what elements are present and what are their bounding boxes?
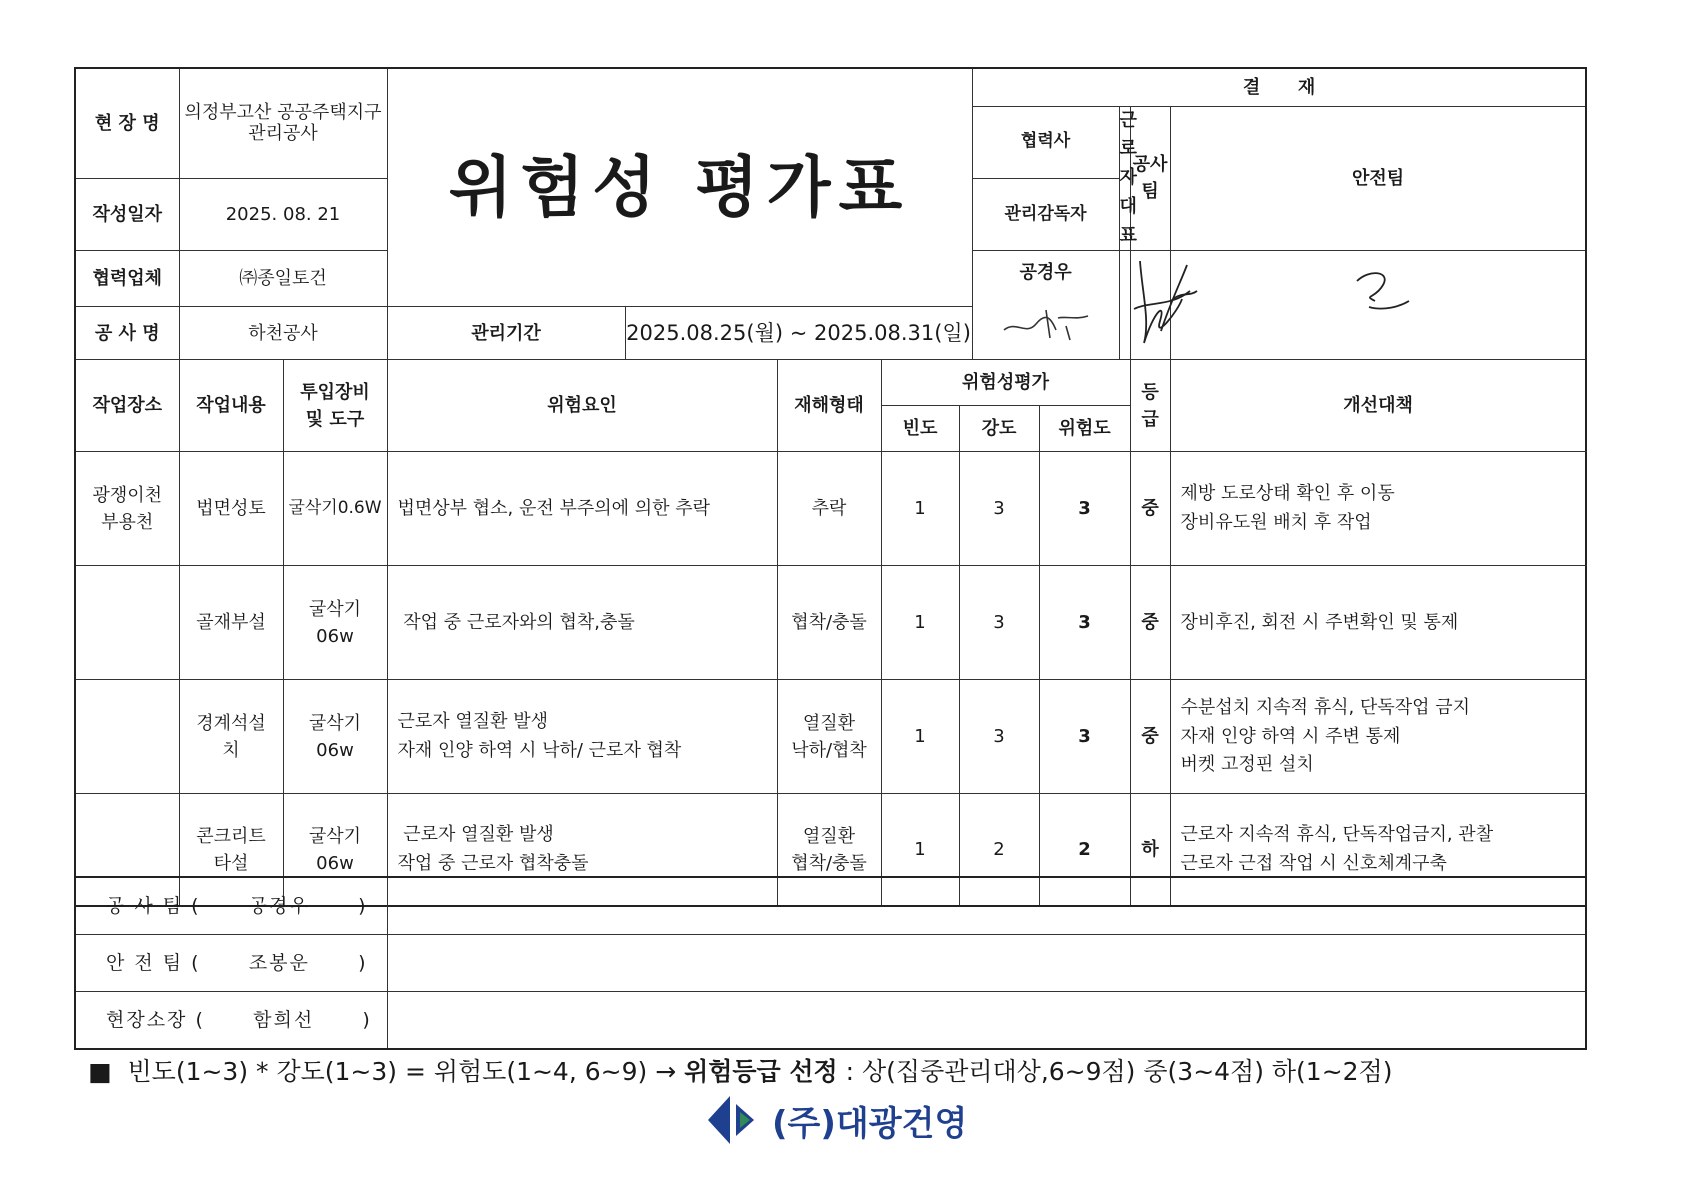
team-row: [75, 877, 1586, 935]
row-accident-line2: 협착/충돌: [791, 852, 867, 874]
row-content: [179, 566, 283, 680]
signature-1-icon: [996, 290, 1096, 350]
period-label: 관리기간: [387, 307, 625, 360]
col-equip-line2: 및 도구: [305, 408, 365, 430]
row-measures: [1170, 566, 1586, 680]
row-freq: 1: [881, 680, 959, 794]
signature-3-icon: [1131, 251, 1211, 351]
col-grade-line1: 등: [1141, 381, 1159, 403]
row-freq: 1: [881, 452, 959, 566]
table-row: [75, 452, 1586, 566]
row-hazard-line1: 법면상부 협소, 운전 부주의에 의한 추락: [397, 497, 711, 519]
row-severity: 3: [959, 566, 1039, 680]
site-value: [179, 68, 387, 178]
row-hazard-line1: 근로자 열질환 발생: [397, 711, 549, 733]
team-row: [75, 992, 1586, 1050]
row-equip-line2: 06w: [316, 739, 354, 761]
approval-col2-line1: 근로자: [1119, 109, 1137, 189]
row-hazard: [387, 680, 777, 794]
approval-col2-line2: 대 표: [1119, 195, 1137, 246]
row-accident-line1: 열질환: [802, 712, 856, 734]
col-accident: 재해형태: [777, 360, 881, 452]
document-title: 위험성 평가표: [387, 68, 972, 307]
row-equip-line2: 06w: [316, 625, 354, 647]
row-equip: [283, 680, 387, 794]
signature-cell-4: [1170, 251, 1586, 360]
col-hazard: 위험요인: [387, 360, 777, 452]
row-hazard-line2: 작업 중 근로자 협착충돌: [397, 852, 589, 874]
note-bold: 위험등급 선정: [684, 1057, 838, 1086]
signature-cell-3: [1130, 251, 1170, 360]
row-equip-line2: 06w: [316, 852, 354, 874]
row-accident: [777, 566, 881, 680]
period-value: 2025.08.25(월) ~ 2025.08.31(일): [625, 307, 972, 360]
row-accident: [777, 452, 881, 566]
row-accident-line1: 열질환: [802, 825, 856, 847]
work-value: 하천공사: [179, 307, 387, 360]
row-content-line1: 골재부설: [196, 612, 266, 634]
row-measure-line1: 근로자 지속적 휴식, 단독작업금지, 관찰: [1180, 823, 1494, 845]
row-grade: 중: [1130, 566, 1170, 680]
team-site-manager-blank: [387, 992, 1586, 1050]
col-measures: 개선대책: [1170, 360, 1586, 452]
row-accident-line2: 낙하/협착: [791, 739, 867, 761]
col-severity: 강도: [959, 406, 1039, 452]
row-risk: 3: [1039, 680, 1130, 794]
risk-assessment-table: [74, 67, 1587, 907]
col-content: 작업내용: [179, 360, 283, 452]
team-safety: 안 전 팀 ( 조봉운 ): [75, 935, 387, 992]
row-content-line1: 경계석설: [196, 712, 266, 734]
row-freq: 1: [881, 794, 959, 906]
partner-label: 협력업체: [75, 251, 179, 307]
row-measures: [1170, 680, 1586, 794]
row-equip-line1: 굴삭기: [308, 598, 362, 620]
date-label: 작성일자: [75, 178, 179, 251]
note-prefix: ■ 빈도(1~3) * 강도(1~3) = 위험도(1~4, 6~9) →: [88, 1057, 685, 1086]
row-hazard: [387, 566, 777, 680]
date-value: 2025. 08. 21: [179, 178, 387, 251]
team-row: [75, 935, 1586, 992]
row-grade: 중: [1130, 680, 1170, 794]
row-measure-line1: 수분섭치 지속적 휴식, 단독작업 금지: [1180, 696, 1470, 718]
signature-4-icon: [1333, 251, 1423, 351]
col-equip-line1: 투입장비: [300, 381, 370, 403]
row-severity: 2: [959, 794, 1039, 906]
col-freq: 빈도: [881, 406, 959, 452]
row-equip-line1: 굴삭기0.6W: [288, 498, 382, 519]
row-accident-line1: 추락: [811, 498, 847, 520]
site-value-line2: 관리공사: [248, 123, 318, 145]
approval-title: 결 재: [972, 68, 1586, 106]
row-freq: 1: [881, 566, 959, 680]
row-accident: [777, 680, 881, 794]
row-severity: 3: [959, 452, 1039, 566]
company-name: (주)대광건영: [772, 1103, 968, 1144]
row-place-line1: 광쟁이천: [92, 484, 163, 506]
partner-value: ㈜종일토건: [179, 251, 387, 307]
signature-cell-1: [972, 251, 1119, 360]
approval-col1-line2: 관리감독자: [972, 178, 1119, 251]
team-safety-blank: [387, 935, 1586, 992]
work-label: 공 사 명: [75, 307, 179, 360]
col-risk: 위험도: [1039, 406, 1130, 452]
row-grade: 하: [1130, 794, 1170, 906]
col-place: 작업장소: [75, 360, 179, 452]
signature-cell-2: [1119, 251, 1130, 360]
row-content: [179, 680, 283, 794]
table-row: [75, 680, 1586, 794]
col-grade-line2: 급: [1141, 408, 1159, 430]
row-content-line2: 타설: [213, 852, 249, 874]
team-site-manager: 현장소장 ( 함희선 ): [75, 992, 387, 1050]
row-content-line1: 콘크리트: [196, 825, 266, 847]
row-measure-line2: 근로자 근접 작업 시 신호체계구축: [1180, 852, 1447, 874]
col-risk-eval: 위험성평가: [881, 360, 1130, 406]
row-equip-line1: 굴삭기: [308, 825, 362, 847]
approval-col3: 공사팀: [1130, 106, 1170, 251]
row-accident-line1: 협착/충돌: [791, 612, 867, 634]
team-construction: 공 사 팀 ( 공경우 ): [75, 877, 387, 935]
row-hazard-line1: 작업 중 근로자와의 협착,충돌: [397, 611, 635, 633]
row-content-line2: 치: [222, 739, 240, 761]
row-place: [75, 452, 179, 566]
team-confirmation-table: [74, 876, 1587, 1050]
row-risk: 3: [1039, 566, 1130, 680]
approval-col4: 안전팀: [1170, 106, 1586, 251]
row-measure-line3: 버켓 고정핀 설치: [1180, 754, 1314, 776]
site-label: 현 장 명: [75, 68, 179, 178]
row-place-line2: 부용천: [101, 511, 154, 533]
row-measure-line1: 제방 도로상태 확인 후 이동: [1180, 483, 1395, 505]
row-place: [75, 566, 179, 680]
row-equip: [283, 566, 387, 680]
row-content-line1: 법면성토: [196, 498, 266, 520]
row-risk: 2: [1039, 794, 1130, 906]
site-value-line1: 의정부고산 공공주택지구: [184, 101, 382, 123]
note-suffix: : 상(집중관리대상,6~9점) 중(3~4점) 하(1~2점): [837, 1057, 1393, 1086]
approval-col2: [1119, 106, 1137, 251]
row-content: [179, 452, 283, 566]
table-row: [75, 566, 1586, 680]
row-risk: 3: [1039, 452, 1130, 566]
row-equip: [283, 452, 387, 566]
col-equip: [283, 360, 387, 452]
company-logo: [706, 1094, 967, 1146]
row-measure-line2: 자재 인양 하역 시 주변 통제: [1180, 725, 1401, 747]
row-measures: [1170, 452, 1586, 566]
row-hazard-line1: 근로자 열질환 발생: [397, 823, 554, 845]
row-hazard-line2: 자재 인양 하역 시 낙하/ 근로자 협착: [397, 739, 682, 761]
grading-note: [88, 1052, 1392, 1088]
row-severity: 3: [959, 680, 1039, 794]
approval-col1-line1: 협력사: [972, 106, 1119, 178]
col-grade: [1130, 360, 1170, 452]
row-hazard: [387, 452, 777, 566]
row-measure-line1: 장비후진, 회전 시 주변확인 및 통제: [1180, 611, 1459, 633]
row-grade: 중: [1130, 452, 1170, 566]
row-measure-line2: 장비유도원 배치 후 작업: [1180, 511, 1372, 533]
company-logo-icon: [706, 1094, 762, 1146]
approval-col1-name: 공경우: [1019, 262, 1072, 284]
team-construction-blank: [387, 877, 1586, 935]
row-equip-line1: 굴삭기: [308, 712, 362, 734]
row-place: [75, 680, 179, 794]
